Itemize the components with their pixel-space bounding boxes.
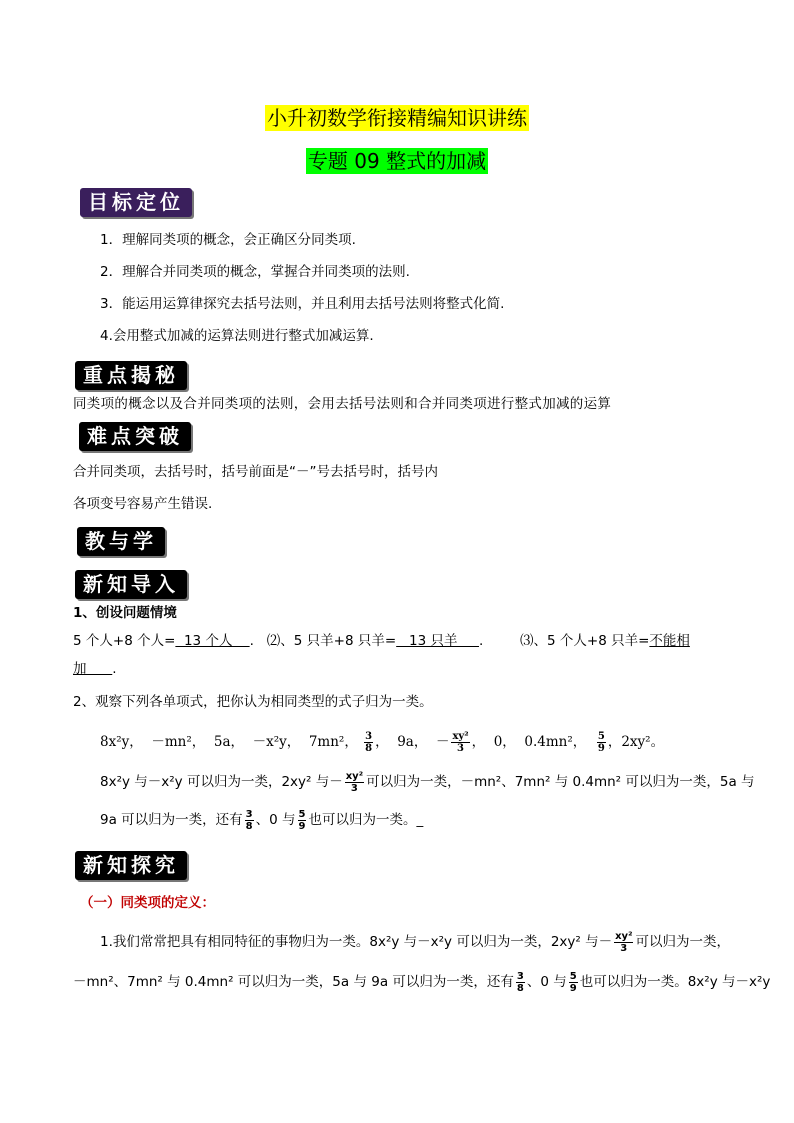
question-1-line bbox=[73, 631, 483, 651]
term: 9a， bbox=[397, 734, 428, 750]
term: 5a， bbox=[213, 734, 244, 750]
section-badge-teach: 教与学 bbox=[77, 527, 165, 556]
answer-line-2: 9a 可以归为一类，还有 $\frac{3}{8}$ 、0 与 $\frac{5}{9}$ 也可以归为一类。_ bbox=[100, 808, 424, 832]
section-badge-difficult: 难点突破 bbox=[79, 422, 191, 451]
explore-line-2: －mn²、7mn² 与 0.4mn² 可以归为一类，5a 与 9a 可以归为一类，还有 $\frac{3}{8}$ 、0 与 $\frac{5}{9}$ 也可以归为一类。8x²y 与－x²y bbox=[73, 970, 771, 994]
doc-title: 小升初数学衔接精编知识讲练 bbox=[267, 106, 527, 130]
section-badge-intro: 新知导入 bbox=[75, 570, 187, 599]
q1c-answer-cont: 加 bbox=[73, 661, 113, 677]
term: －mn²， bbox=[151, 734, 206, 750]
q1c-period: . bbox=[112, 661, 117, 677]
term: 7mn²， bbox=[308, 734, 358, 750]
difficult-line: 各项变号容易产生错误. bbox=[73, 496, 213, 512]
terms-line: 8x²y， －mn²， 5a， －x²y， 7mn²， $\frac{3}{8}$ ， 9a， － $\frac{\text{xy²}}{3}$ ， 0， 0.4mn²， $\frac{5}{9}$ ，2xy²。 bbox=[100, 731, 665, 754]
section-badge-key: 重点揭秘 bbox=[75, 361, 187, 390]
q1c-answer: 不能相 bbox=[649, 633, 690, 649]
fraction-5-9: $\frac{5}{9}$ bbox=[569, 970, 577, 994]
term: －x²y， bbox=[252, 734, 301, 750]
fraction-3-8: $\frac{3}{8}$ bbox=[245, 808, 253, 832]
fraction-5-9: $\frac{5}{9}$ bbox=[597, 731, 605, 754]
term: 0.4mn²， bbox=[524, 734, 587, 750]
explore-line-1: 1.我们常常把具有相同特征的事物归为一类。8x²y 与－x²y 可以归为一类，2xy² 与－ $\frac{\text{xy²}}{3}$ 可以归为一类， bbox=[100, 930, 730, 954]
question-1c bbox=[520, 631, 690, 651]
answer-line-1: 8x²y 与－x²y 可以归为一类，2xy² 与－ $\frac{\text{xy²}}{3}$ 可以归为一类，－mn²、7mn² 与 0.4mn² 可以归为一类，5a 与 bbox=[100, 770, 755, 794]
q1b-answer: 13 只羊 bbox=[396, 633, 479, 649]
fraction-xy2-3: $\frac{\text{xy²}}{3}$ bbox=[452, 731, 469, 754]
q1c-text: ⑶、5 个人+8 只羊= bbox=[520, 633, 650, 649]
fraction-5-9: $\frac{5}{9}$ bbox=[298, 808, 306, 832]
goal-item: 2．理解合并同类项的概念，掌握合并同类项的法则. bbox=[100, 264, 410, 280]
question-title: 1、创设问题情境 bbox=[73, 605, 177, 621]
fraction-xy2-3: $\frac{\text{xy²}}{3}$ bbox=[615, 930, 633, 954]
q1a-text: 5 个人+8 个人= bbox=[73, 633, 176, 649]
question-2-title: 2、观察下列各单项式，把你认为相同类型的式子归为一类。 bbox=[73, 694, 433, 710]
question-1c-cont bbox=[73, 659, 117, 679]
term: 0， bbox=[493, 734, 516, 750]
term: 8x²y， bbox=[100, 734, 143, 750]
fraction-3-8: $\frac{3}{8}$ bbox=[516, 970, 524, 994]
fraction-3-8: $\frac{3}{8}$ bbox=[365, 731, 373, 754]
doc-subtitle: 专题 09 整式的加减 bbox=[307, 149, 487, 173]
subsection-title: （一）同类项的定义： bbox=[80, 895, 215, 911]
section-badge-target: 目标定位 bbox=[80, 188, 192, 217]
difficult-line: 合并同类项，去括号时，括号前面是“－”号去括号时，括号内 bbox=[73, 464, 438, 480]
fraction-xy2-3: $\frac{\text{xy²}}{3}$ bbox=[345, 770, 364, 794]
key-text: 同类项的概念以及合并同类项的法则，会用去括号法则和合并同类项进行整式加减的运算 bbox=[73, 396, 612, 412]
q1b-period: . bbox=[478, 633, 484, 649]
q1a-answer: 13 个人 bbox=[175, 633, 250, 649]
goal-item: 3．能运用运算律探究去括号法则，并且利用去括号法则将整式化简. bbox=[100, 296, 505, 312]
q1b-text: . ⑵、5 只羊+8 只羊= bbox=[249, 633, 397, 649]
goal-item: 4.会用整式加减的运算法则进行整式加减运算. bbox=[100, 328, 374, 344]
section-badge-explore: 新知探究 bbox=[75, 851, 187, 880]
goal-item: 1．理解同类项的概念，会正确区分同类项. bbox=[100, 232, 356, 248]
